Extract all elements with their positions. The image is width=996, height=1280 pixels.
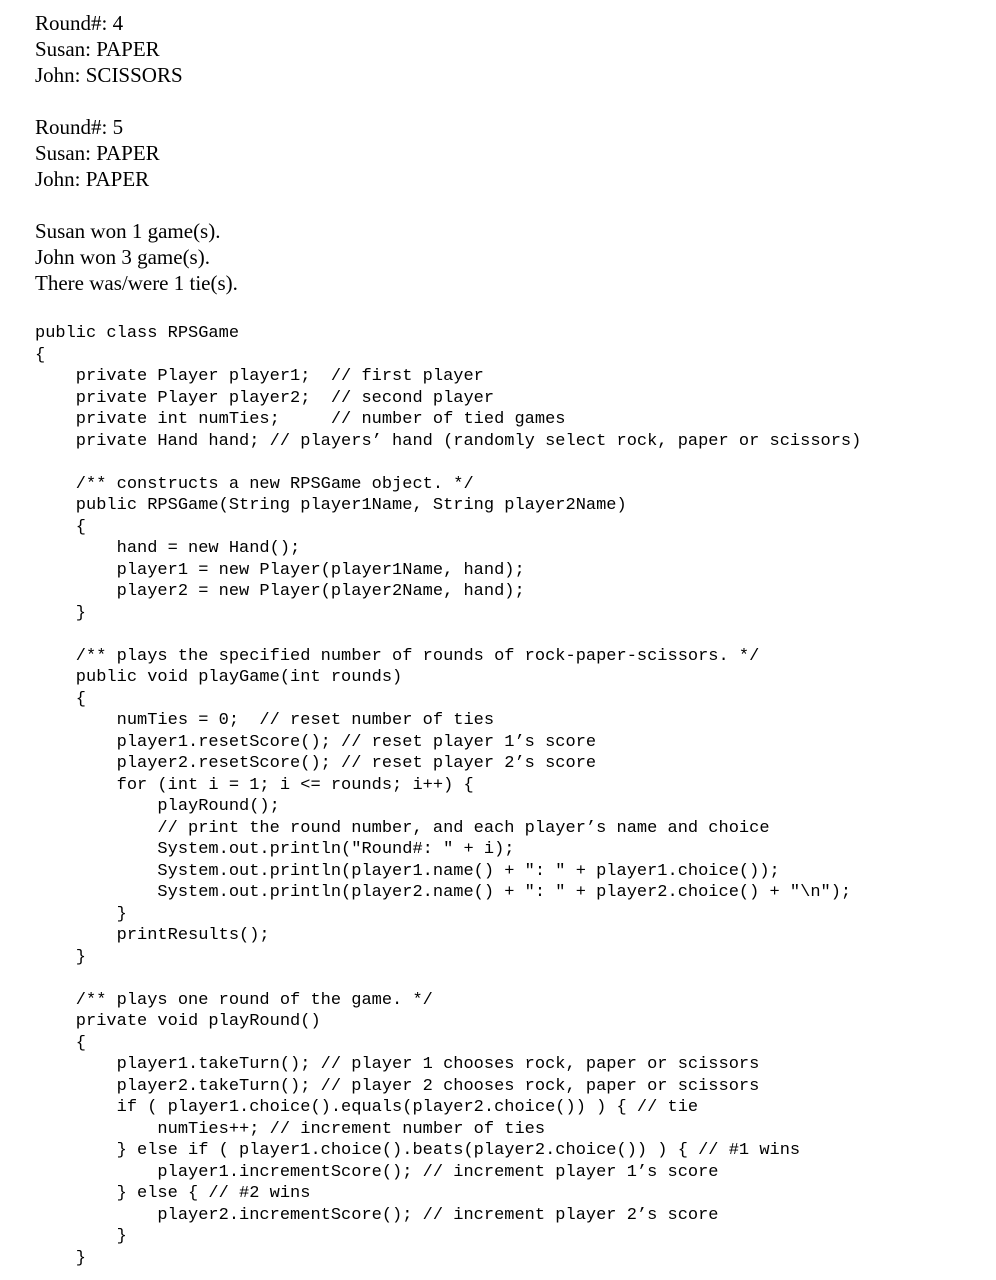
program-output bbox=[35, 10, 238, 296]
output-line: John won 3 game(s). bbox=[35, 245, 210, 269]
output-line: John: SCISSORS bbox=[35, 63, 183, 87]
blank-line bbox=[35, 88, 238, 114]
code-line: numTies++; // increment number of ties bbox=[35, 1119, 546, 1139]
code-line: for (int i = 1; i <= rounds; i++) { bbox=[35, 775, 474, 795]
code-line: player2 = new Player(player2Name, hand); bbox=[35, 582, 525, 601]
code-line: } bbox=[35, 603, 87, 623]
code-line: player2.resetScore(); // reset player 2’s score bbox=[35, 754, 597, 773]
code-line: numTies = 0; // reset number of ties bbox=[35, 711, 495, 730]
code-line: public RPSGame(String player1Name, String player2Name) bbox=[35, 496, 627, 515]
code-line: printResults(); bbox=[35, 926, 270, 945]
code-line: player2.takeTurn(); // player 2 chooses rock, paper or scissors bbox=[35, 1076, 760, 1096]
code-line: } else { // #2 wins bbox=[35, 1184, 311, 1203]
output-line: Susan won 1 game(s). bbox=[35, 219, 221, 243]
output-line: Round#: 5 bbox=[35, 115, 124, 139]
code-line: } bbox=[35, 947, 87, 967]
code-line: { bbox=[35, 517, 87, 537]
code-line: { bbox=[35, 689, 87, 709]
code-line: player1.takeTurn(); // player 1 chooses rock, paper or scissors bbox=[35, 1055, 760, 1074]
code-line: System.out.println(player1.name() + ": " + player1.choice()); bbox=[35, 861, 780, 881]
code-line: if ( player1.choice().equals(player2.choice()) ) { // tie bbox=[35, 1098, 699, 1117]
code-line: /** plays one round of the game. */ bbox=[35, 990, 433, 1010]
output-line: There was/were 1 tie(s). bbox=[35, 271, 238, 295]
code-line: } bbox=[35, 904, 127, 924]
code-line: private int numTies; // number of tied games bbox=[35, 410, 566, 429]
code-line: public class RPSGame bbox=[35, 324, 240, 343]
code-line: private Hand hand; // players’ hand (randomly select rock, paper or scissors) bbox=[35, 431, 862, 451]
code-line: System.out.println(player2.name() + ": " + player2.choice() + "\n"); bbox=[35, 883, 852, 902]
blank-code-line bbox=[35, 968, 861, 990]
code-line: } bbox=[35, 1227, 127, 1246]
code-line: /** plays the specified number of rounds of rock-paper-scissors. */ bbox=[35, 646, 760, 666]
code-line: player1.resetScore(); // reset player 1’s score bbox=[35, 732, 597, 752]
code-line: } else if ( player1.choice().beats(player2.choice()) ) { // #1 wins bbox=[35, 1141, 801, 1160]
code-line: { bbox=[35, 1033, 87, 1053]
code-line: hand = new Hand(); bbox=[35, 539, 301, 558]
code-line: /** constructs a new RPSGame object. */ bbox=[35, 474, 474, 494]
code-line: // print the round number, and each player’s name and choice bbox=[35, 818, 770, 838]
code-line: public void playGame(int rounds) bbox=[35, 668, 403, 687]
output-line: John: PAPER bbox=[35, 167, 150, 191]
code-line: private Player player1; // first player bbox=[35, 367, 484, 386]
code-line: private void playRound() bbox=[35, 1012, 321, 1031]
output-line: Susan: PAPER bbox=[35, 37, 160, 61]
code-line: private Player player2; // second player bbox=[35, 388, 495, 408]
code-line: playRound(); bbox=[35, 797, 280, 816]
code-line: { bbox=[35, 345, 46, 365]
code-line: } bbox=[35, 1248, 87, 1268]
blank-line bbox=[35, 192, 238, 218]
code-line: System.out.println("Round#: " + i); bbox=[35, 840, 515, 859]
output-line: Susan: PAPER bbox=[35, 141, 160, 165]
code-line: player2.incrementScore(); // increment player 2’s score bbox=[35, 1205, 719, 1225]
code-listing bbox=[35, 323, 861, 1269]
output-line: Round#: 4 bbox=[35, 11, 124, 35]
blank-code-line bbox=[35, 624, 861, 646]
code-line: player1 = new Player(player1Name, hand); bbox=[35, 560, 525, 580]
blank-code-line bbox=[35, 452, 861, 474]
code-line: player1.incrementScore(); // increment player 1’s score bbox=[35, 1162, 719, 1182]
